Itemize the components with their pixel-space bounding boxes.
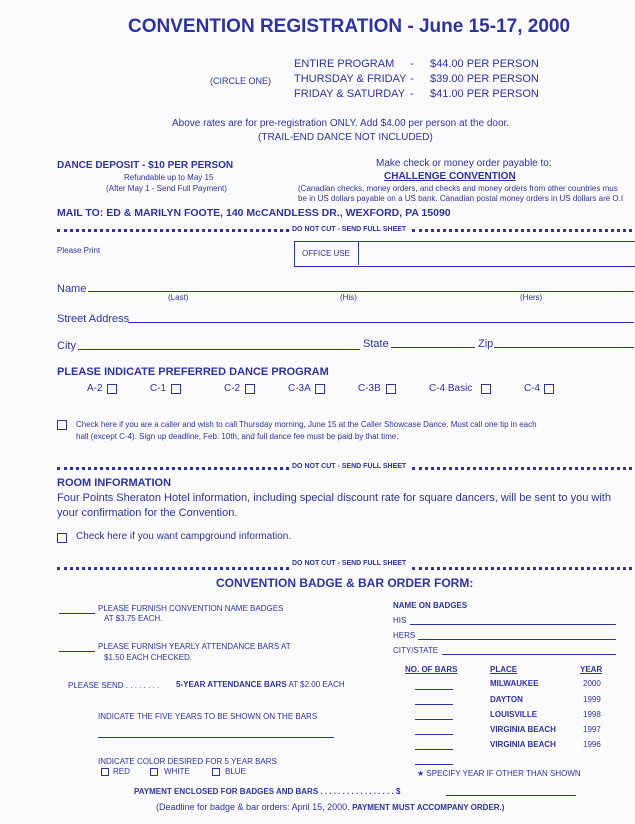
bar-count-field[interactable] xyxy=(415,734,453,735)
street-label: Street Address xyxy=(57,313,130,325)
cut-label: DO NOT CUT - SEND FULL SHEET xyxy=(292,560,407,567)
program-checkbox[interactable] xyxy=(107,384,117,394)
cut-label: DO NOT CUT - SEND FULL SHEET xyxy=(292,463,407,470)
hers-label: HERS xyxy=(393,631,416,640)
price-amount: $41.00 PER PERSON xyxy=(430,88,539,100)
color-label-blue: BLUE xyxy=(225,767,246,776)
form-title: CONVENTION REGISTRATION - June 15-17, 2000 xyxy=(128,16,571,37)
program-checkbox[interactable] xyxy=(481,384,491,394)
program-option[interactable] xyxy=(358,383,381,394)
program-option[interactable] xyxy=(524,383,540,394)
zip-field[interactable] xyxy=(494,347,634,348)
payment-label: PAYMENT ENCLOSED FOR BADGES AND BARS . . . . . . . . . . . . . . . . . $ xyxy=(134,787,401,796)
price-dash: - xyxy=(410,73,414,85)
program-title: PLEASE INDICATE PREFERRED DANCE PROGRAM xyxy=(57,366,329,378)
payable-line: Make check or money order payable to: xyxy=(376,158,552,169)
price-row[interactable] xyxy=(294,58,394,70)
name-field[interactable] xyxy=(88,291,634,292)
his-name-field[interactable] xyxy=(410,624,616,625)
payable-note-2: be in US dollars payable on a US bank. Canadian postal money orders in US dollars are O.I xyxy=(298,194,624,203)
five-year-bold: 5-YEAR ATTENDANCE BARS xyxy=(176,680,287,689)
room-text-1: Four Points Sheraton Hotel information, including special discount rate for square dancers, will be sent to you with xyxy=(57,492,611,504)
bar-count-field[interactable] xyxy=(415,764,453,765)
city-state-field[interactable] xyxy=(442,654,616,655)
cut-line xyxy=(412,467,632,470)
bar-count-field[interactable] xyxy=(415,689,453,690)
name-hers-caption: (Hers) xyxy=(520,293,543,302)
price-label: FRIDAY & SATURDAY xyxy=(294,88,406,100)
rates-note: Above rates are for pre-registration ONLY. Add $4.00 per person at the door. xyxy=(172,118,510,129)
program-option[interactable] xyxy=(87,383,103,394)
color-checkbox-white[interactable] xyxy=(150,768,158,776)
names-title: NAME ON BADGES xyxy=(393,601,468,610)
hers-name-field[interactable] xyxy=(418,639,616,640)
circle-one-note: (CIRCLE ONE) xyxy=(210,76,272,86)
caller-text-1: Check here if you are a caller and wish to call Thursday morning, June 15 at the Caller Showcase Dance. Must call one tip in each xyxy=(76,420,537,429)
five-years-instruction: INDICATE THE FIVE YEARS TO BE SHOWN ON THE BARS xyxy=(98,712,318,721)
color-checkbox-red[interactable] xyxy=(101,768,109,776)
name-badges-line-1: PLEASE FURNISH CONVENTION NAME BADGES xyxy=(98,604,284,613)
room-text-2: your confirmation for the Convention. xyxy=(57,507,238,519)
cut-line xyxy=(412,567,632,570)
program-checkbox[interactable] xyxy=(245,384,255,394)
name-badges-line-2: AT $3.75 EACH. xyxy=(104,614,163,623)
bar-year: 1996 xyxy=(583,740,601,749)
bar-place: MILWAUKEE xyxy=(490,679,539,688)
caller-text-2: hall (except C-4). Sign up deadline, Feb. 10th, and full dance fee must be paid by that time. xyxy=(76,432,399,441)
cut-line xyxy=(57,229,289,232)
name-last-caption: (Last) xyxy=(168,293,189,302)
bar-year: 2000 xyxy=(583,679,601,688)
price-dash: - xyxy=(410,88,414,100)
yearly-bars-qty[interactable] xyxy=(59,651,95,652)
program-option-label: C-3B xyxy=(358,383,381,394)
deposit-refund: Refundable up to May 15 xyxy=(124,173,214,182)
room-title: ROOM INFORMATION xyxy=(57,477,172,489)
deposit-title: DANCE DEPOSIT - $10 PER PERSON xyxy=(57,160,234,171)
bar-count-field[interactable] xyxy=(415,704,453,705)
send-prefix: PLEASE SEND . . . . . . . . xyxy=(68,681,160,690)
bar-count-field[interactable] xyxy=(415,719,453,720)
program-option-label: C-1 xyxy=(150,383,167,394)
office-use-divider xyxy=(358,241,359,265)
name-his-caption: (His) xyxy=(340,293,357,302)
cut-label: DO NOT CUT - SEND FULL SHEET xyxy=(292,226,407,233)
bar-year: 1999 xyxy=(583,695,601,704)
caller-checkbox[interactable] xyxy=(57,420,67,430)
payment-required: PAYMENT MUST ACCOMPANY ORDER.) xyxy=(352,803,505,812)
program-checkbox[interactable] xyxy=(386,384,396,394)
price-label: ENTIRE PROGRAM xyxy=(294,58,395,70)
deadline-note xyxy=(156,802,504,812)
city-state-label: CITY/STATE xyxy=(393,646,439,655)
payment-amount-field[interactable] xyxy=(446,795,576,796)
program-option-label: C-4 xyxy=(524,383,541,394)
campground-label: Check here if you want campground information. xyxy=(76,531,292,542)
street-field[interactable] xyxy=(128,322,634,323)
program-option-label: C-4 Basic xyxy=(429,383,473,394)
cut-line xyxy=(57,467,289,470)
city-label: City xyxy=(57,340,76,352)
bars-header-year: YEAR xyxy=(580,665,603,674)
bar-place: VIRGINIA BEACH xyxy=(490,725,556,734)
price-amount: $44.00 PER PERSON xyxy=(430,58,539,70)
cut-line xyxy=(57,567,289,570)
deadline-text: (Deadline for badge & bar orders: April 15, 2000. xyxy=(156,802,350,812)
yearly-bars-line-2: $1.50 EACH CHECKED. xyxy=(104,653,193,662)
program-checkbox[interactable] xyxy=(171,384,181,394)
program-option-label: A-2 xyxy=(87,383,103,394)
price-label: THURSDAY & FRIDAY xyxy=(294,73,407,85)
five-year-bars-label xyxy=(176,680,345,689)
program-checkbox[interactable] xyxy=(544,384,554,394)
color-label-red: RED xyxy=(113,767,130,776)
price-row[interactable] xyxy=(294,73,406,85)
program-option[interactable] xyxy=(150,383,166,394)
zip-label: Zip xyxy=(478,338,494,350)
bar-count-field[interactable] xyxy=(415,749,453,750)
bar-place: VIRGINIA BEACH xyxy=(490,740,556,749)
program-checkbox[interactable] xyxy=(315,384,325,394)
yearly-bars-line-1: PLEASE FURNISH YEARLY ATTENDANCE BARS AT xyxy=(98,642,291,651)
bar-year: 1998 xyxy=(583,710,601,719)
color-label-white: WHITE xyxy=(164,767,190,776)
city-field[interactable] xyxy=(78,349,360,350)
five-year-price: AT $2.00 EACH xyxy=(288,680,345,689)
five-years-field[interactable] xyxy=(98,737,334,738)
bar-place: LOUISVILLE xyxy=(490,710,538,719)
price-row[interactable] xyxy=(294,88,405,100)
payable-name: CHALLENGE CONVENTION xyxy=(384,171,516,182)
campground-checkbox[interactable] xyxy=(57,533,67,543)
bar-year: 1997 xyxy=(583,725,601,734)
program-option[interactable] xyxy=(288,383,311,394)
badge-form-title: CONVENTION BADGE & BAR ORDER FORM: xyxy=(216,576,474,590)
color-title: INDICATE COLOR DESIRED FOR 5 YEAR BARS xyxy=(98,757,277,766)
state-label: State xyxy=(363,338,389,350)
bars-header-count: NO. OF BARS xyxy=(405,665,458,674)
bars-header-place: PLACE xyxy=(490,665,518,674)
please-print: Please Print xyxy=(57,246,101,255)
name-label: Name xyxy=(57,283,87,295)
program-option-label: C-3A xyxy=(288,383,311,394)
payable-note-1: (Canadian checks, money orders, and checks and money orders from other countries mus xyxy=(298,184,618,193)
color-checkbox-blue[interactable] xyxy=(212,768,220,776)
trail-end-note: (TRAIL-END DANCE NOT INCLUDED) xyxy=(258,132,433,143)
mail-to: MAIL TO: ED & MARILYN FOOTE, 140 McCANDLESS DR., WEXFORD, PA 15090 xyxy=(57,207,451,219)
name-badges-qty[interactable] xyxy=(59,613,95,614)
program-option-label: C-2 xyxy=(224,383,241,394)
program-option[interactable] xyxy=(429,383,472,394)
cut-line xyxy=(412,229,632,232)
deposit-after: (After May 1 - Send Full Payment) xyxy=(106,184,227,193)
price-dash: - xyxy=(410,58,414,70)
price-amount: $39.00 PER PERSON xyxy=(430,73,539,85)
program-option[interactable] xyxy=(224,383,240,394)
state-field[interactable] xyxy=(391,347,475,348)
his-label: HIS xyxy=(393,616,407,625)
specify-note: ★ SPECIFY YEAR IF OTHER THAN SHOWN xyxy=(417,769,581,778)
office-use-label: OFFICE USE xyxy=(302,249,351,258)
bar-place: DAYTON xyxy=(490,695,523,704)
